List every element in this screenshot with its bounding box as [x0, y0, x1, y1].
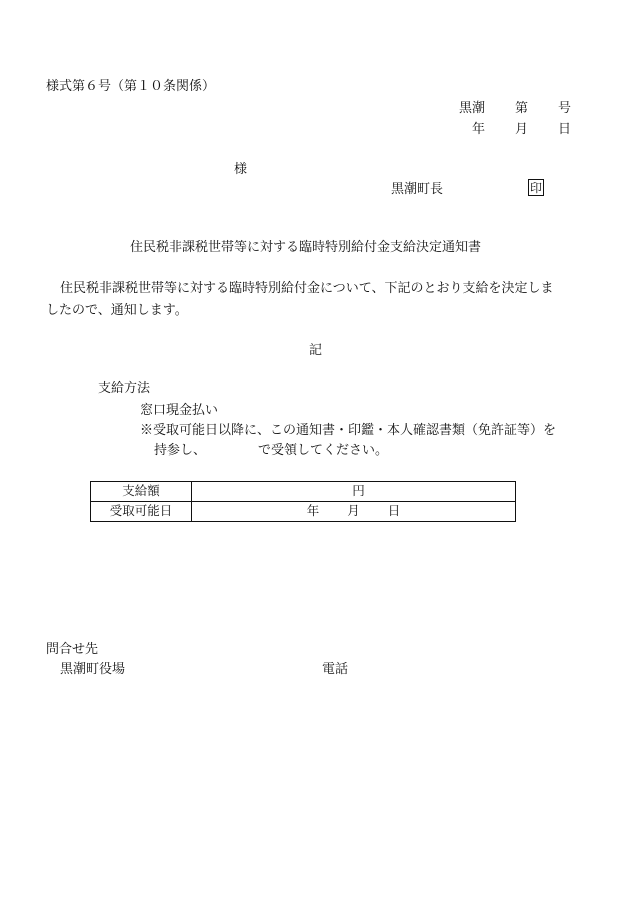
pickup-date-value	[192, 502, 516, 522]
doc-number-prefix: 黒潮	[459, 101, 486, 116]
table-row	[91, 482, 516, 502]
amount-label: 支給額	[91, 482, 192, 502]
payment-method-label: 支給方法	[98, 381, 151, 396]
date-tsuki: 月	[515, 122, 529, 137]
issuer-title: 黒潮町長	[391, 182, 444, 197]
payment-details-table	[90, 481, 516, 522]
date-hi: 日	[558, 122, 572, 137]
phone-label: 電話	[322, 662, 349, 677]
pickup-date-tsuki: 月	[347, 503, 360, 519]
pickup-date-label: 受取可能日	[91, 502, 192, 522]
pickup-date-nen: 年	[306, 503, 320, 519]
date-nen: 年	[472, 122, 486, 137]
addressee-suffix: 様	[234, 162, 248, 177]
amount-yen: 円	[352, 483, 365, 499]
form-number: 様式第６号（第１０条関係）	[46, 79, 216, 94]
pickup-note-receive: で受領してください。	[258, 443, 389, 458]
pickup-date-hi: 日	[387, 503, 401, 519]
office-name: 黒潮町役場	[60, 662, 126, 677]
document-title: 住民税非課税世帯等に対する臨時特別給付金支給決定通知書	[130, 240, 482, 255]
table-row	[91, 502, 516, 522]
amount-value	[192, 482, 516, 502]
body-text-line-1: 住民税非課税世帯等に対する臨時特別給付金について、下記のとおり支給を決定しま	[60, 281, 554, 296]
date-line	[472, 123, 571, 136]
doc-number-dai: 第	[515, 101, 529, 116]
doc-number-go: 号	[558, 101, 572, 116]
payment-method-value: 窓口現金払い	[140, 403, 219, 418]
inquiry-label: 問合せ先	[46, 642, 99, 657]
seal-mark: 印	[529, 180, 542, 195]
pickup-note-line-1: ※受取可能日以降に、この通知書・印鑑・本人確認書類（免許証等）を	[140, 423, 557, 438]
pickup-note-line-2	[154, 444, 388, 457]
pickup-note-bring: 持参し、	[154, 443, 207, 458]
ki-heading: 記	[309, 343, 323, 358]
document-number-line	[459, 102, 571, 115]
body-text-line-2: したので、通知します。	[46, 303, 188, 318]
